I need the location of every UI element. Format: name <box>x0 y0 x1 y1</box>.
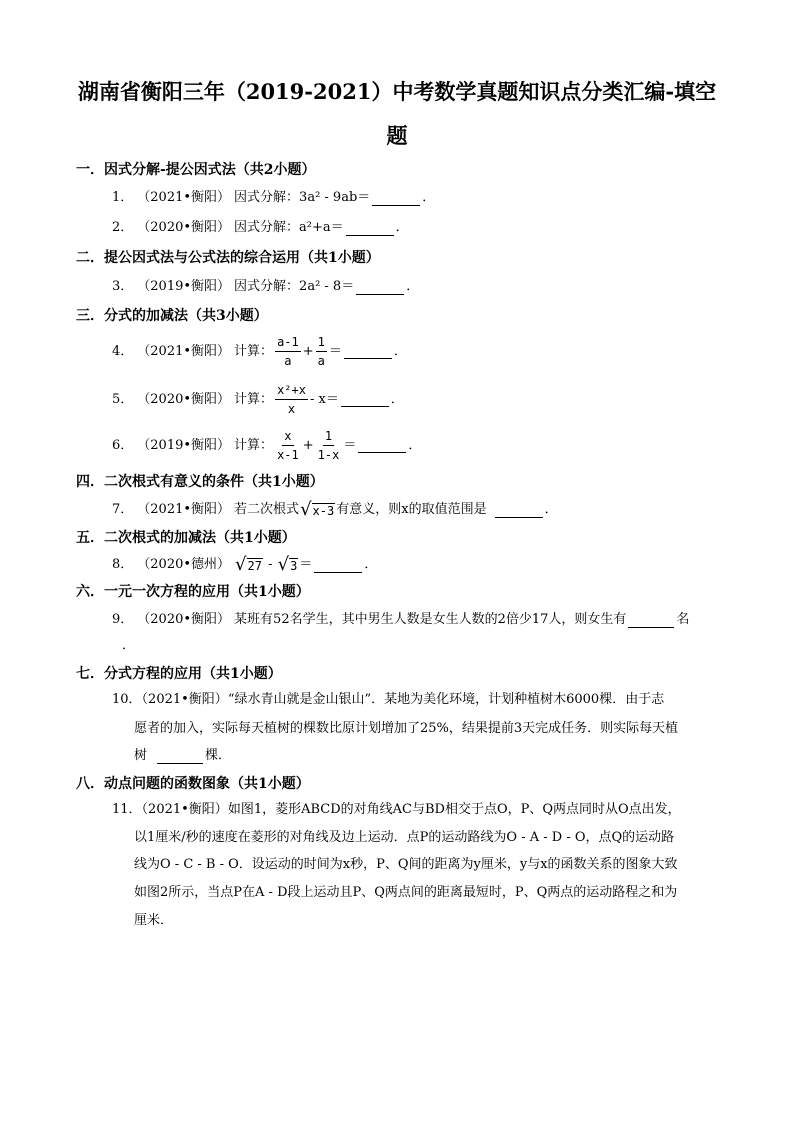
question-text: 树 <box>134 748 148 763</box>
operator: + <box>302 343 314 359</box>
answer-blank[interactable] <box>344 344 392 359</box>
question-number: 5． <box>112 391 134 407</box>
section-heading-6: 六．一元一次方程的应用（共1小题） <box>76 584 310 600</box>
question-1 <box>112 188 435 208</box>
answer-blank[interactable] <box>628 613 674 628</box>
question-source: （2020•衡阳） <box>137 220 231 235</box>
question-text: 计算： <box>234 391 274 407</box>
section-heading-5: 五．二次根式的加减法（共1小题） <box>76 530 296 546</box>
question-end: ． <box>393 343 407 359</box>
question-end: ． <box>390 391 404 407</box>
radicand: 3 <box>290 559 298 573</box>
question-7 <box>112 500 558 520</box>
answer-blank[interactable] <box>157 749 203 764</box>
answer-blank[interactable] <box>372 191 420 206</box>
question-11-line-3: 线为O - C - B - O．设运动的时间为x秒，P、Q间的距离为y厘米，y与x的函数关系的图象大致 <box>134 857 678 872</box>
fraction-numerator: 1 <box>323 428 334 446</box>
question-end: 棵． <box>205 748 232 763</box>
question-2 <box>112 218 409 238</box>
radicand: 27 <box>247 559 262 573</box>
square-root <box>300 501 335 519</box>
fraction-denominator: x-1 <box>277 448 299 462</box>
question-source: （2019•衡阳） <box>137 279 231 294</box>
question-number: 11． <box>112 802 142 817</box>
question-text: 某班有52名学生，其中男生人数是女生人数的2倍少17人，则女生有 <box>234 612 627 627</box>
answer-blank[interactable] <box>358 438 406 453</box>
fraction <box>316 428 342 463</box>
fraction <box>275 334 301 369</box>
fraction-numerator: 1 <box>316 334 327 352</box>
question-unit: 名 <box>676 612 690 627</box>
question-text: 因式分解：2a² - 8＝ <box>234 279 355 294</box>
radicand: x-3 <box>312 504 335 518</box>
question-10-line-2: 愿者的加入，实际每天植树的棵数比原计划增加了25%，结果提前3天完成任务．则实际每天植 <box>134 721 679 736</box>
section-heading-7: 七．分式方程的应用（共1小题） <box>76 666 282 682</box>
equals-sign: ＝ <box>328 343 342 359</box>
question-9 <box>112 610 689 630</box>
question-number: 6． <box>112 437 134 453</box>
fraction-denominator: a <box>317 354 325 368</box>
question-source: （2020•衡阳） <box>137 612 231 627</box>
question-11-line-1 <box>112 800 681 820</box>
answer-blank[interactable] <box>356 280 404 295</box>
question-end: ． <box>395 220 409 235</box>
operator: + <box>302 437 314 453</box>
question-source: （2021•衡阳） <box>137 343 231 359</box>
equals-sign: ＝ <box>299 557 313 572</box>
question-9-continued: ． <box>122 638 136 653</box>
question-number: 7． <box>112 502 134 517</box>
radical-sign-icon: √ <box>300 499 312 520</box>
document-title: 湖南省衡阳三年（2019-2021）中考数学真题知识点分类汇编-填空 <box>77 79 717 104</box>
question-6 <box>112 428 421 463</box>
question-text: 因式分解：3a² - 9ab＝ <box>234 190 371 205</box>
fraction-denominator: a <box>284 354 292 368</box>
question-10-line-3 <box>134 746 231 766</box>
question-source: （2021•衡阳） <box>141 692 228 707</box>
answer-blank[interactable] <box>341 392 389 407</box>
fraction-numerator: x <box>282 428 293 446</box>
question-source: （2021•衡阳） <box>141 802 228 817</box>
fraction-denominator: x <box>287 402 296 416</box>
question-text: 如图1，菱形ABCD的对角线AC与BD相交于点O，P、Q两点同时从O点出发， <box>227 802 681 817</box>
section-heading-8: 八．动点问题的函数图象（共1小题） <box>76 776 310 792</box>
fraction-numerator: a-1 <box>275 334 301 352</box>
answer-blank[interactable] <box>495 503 543 518</box>
question-text: 因式分解：a²+a＝ <box>234 220 344 235</box>
question-tail: - x＝ <box>309 391 339 407</box>
question-number: 4． <box>112 343 134 359</box>
equals-sign: ＝ <box>343 437 357 453</box>
radical-sign-icon: √ <box>277 554 290 575</box>
question-10-line-1 <box>112 690 664 710</box>
document-title-continued: 题 <box>386 123 408 148</box>
question-number: 3． <box>112 279 134 294</box>
section-heading-4: 四．二次根式有意义的条件（共1小题） <box>76 474 324 490</box>
operator: - <box>263 557 277 572</box>
question-source: （2020•衡阳） <box>137 391 231 407</box>
question-11-line-2: 以1厘米/秒的速度在菱形的对角线及边上运动．点P的运动路线为O - A - D - O，点Q的运动路 <box>134 830 675 845</box>
question-text: 若二次根式 <box>234 502 300 517</box>
question-source: （2019•衡阳） <box>137 437 231 453</box>
question-source: （2021•衡阳） <box>137 502 231 517</box>
question-8 <box>112 555 377 575</box>
fraction-denominator: 1-x <box>317 448 340 462</box>
answer-blank[interactable] <box>346 221 394 236</box>
square-root <box>235 556 263 574</box>
question-number: 1． <box>112 190 134 205</box>
question-number: 2． <box>112 220 134 235</box>
question-end: ． <box>406 279 420 294</box>
question-source: （2020•德州） <box>137 557 231 572</box>
question-4 <box>112 334 407 369</box>
question-text-post: 有意义，则x的取值范围是 <box>336 502 487 517</box>
question-11-line-4: 如图2所示，当点P在A - D段上运动且P、Q两点间的距离最短时，P、Q两点的运动路程之和为 <box>134 885 678 900</box>
fraction-numerator: x²+x <box>275 382 308 400</box>
question-number: 10． <box>112 692 142 707</box>
question-end: ． <box>544 502 558 517</box>
square-root <box>278 556 299 574</box>
question-text: 计算： <box>234 437 274 453</box>
question-3 <box>112 277 419 297</box>
question-end: ． <box>408 437 422 453</box>
fraction <box>275 382 308 417</box>
question-number: 8． <box>112 557 134 572</box>
section-heading-3: 三．分式的加减法（共3小题） <box>76 308 268 324</box>
question-source: （2021•衡阳） <box>137 190 231 205</box>
question-end: ． <box>364 557 378 572</box>
section-heading-1: 一．因式分解-提公因式法（共2小题） <box>76 162 316 178</box>
question-number: 9． <box>112 612 134 627</box>
question-11-line-5: 厘米． <box>134 913 174 928</box>
question-end: ． <box>422 190 436 205</box>
question-text: “绿水青山就是金山银山”．某地为美化环境，计划种植树木6000棵．由于志 <box>227 692 665 707</box>
fraction <box>275 428 301 463</box>
question-text: 计算： <box>234 343 274 359</box>
fraction <box>316 334 327 369</box>
answer-blank[interactable] <box>314 558 362 573</box>
section-heading-2: 二．提公因式法与公式法的综合运用（共1小题） <box>76 250 380 266</box>
question-5 <box>112 382 404 417</box>
radical-sign-icon: √ <box>235 554 247 575</box>
